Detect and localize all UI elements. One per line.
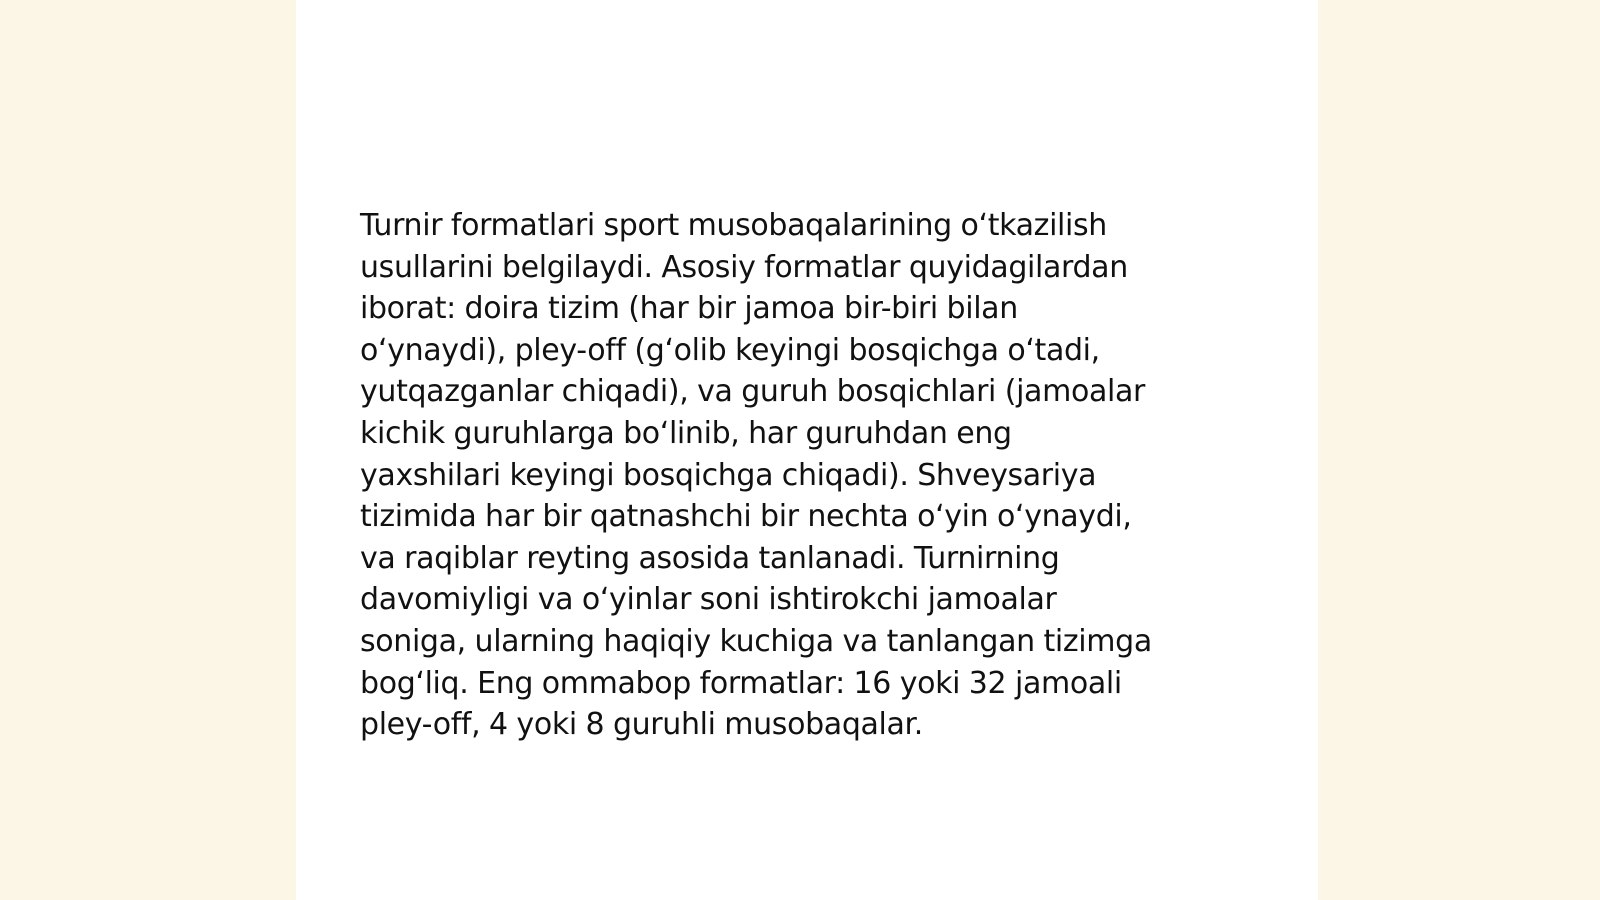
document-page [296, 0, 1318, 900]
left-margin [0, 0, 296, 900]
paragraph-line: yutqazganlar chiqadi), va guruh bosqichlari (jamoalar [360, 374, 1146, 410]
right-margin [1318, 0, 1600, 900]
paragraph-line: Turnir formatlari sport musobaqalarining oʻtkazilish [360, 208, 1107, 243]
paragraph-line: kichik guruhlarga boʻlinib, har guruhdan eng [360, 415, 1012, 451]
paragraph-line: yaxshilari keyingi bosqichga chiqadi). Shveysariya [360, 457, 1097, 493]
paragraph-line: iborat: doira tizim (har bir jamoa bir-biri bilan [360, 291, 1018, 327]
paragraph-line: davomiyligi va oʻyinlar soni ishtirokchi jamoalar [360, 582, 1057, 618]
paragraph-line: usullarini belgilaydi. Asosiy formatlar quyidagilardan [360, 249, 1128, 285]
paragraph-line: tizimida har bir qatnashchi bir nechta oʻyin oʻynaydi, [360, 499, 1132, 535]
paragraph-line: oʻynaydi), pley-off (gʻolib keyingi bosqichga oʻtadi, [360, 332, 1100, 368]
paragraph-line: pley-off, 4 yoki 8 guruhli musobaqalar. [360, 707, 923, 743]
paragraph-line: va raqiblar reyting asosida tanlanadi. Turnirning [360, 540, 1060, 576]
paragraph-line: bogʻliq. Eng ommabop formatlar: 16 yoki 32 jamoali [360, 665, 1122, 701]
body-paragraph [360, 205, 1260, 746]
paragraph-line: soniga, ularning haqiqiy kuchiga va tanlangan tizimga [360, 623, 1152, 659]
